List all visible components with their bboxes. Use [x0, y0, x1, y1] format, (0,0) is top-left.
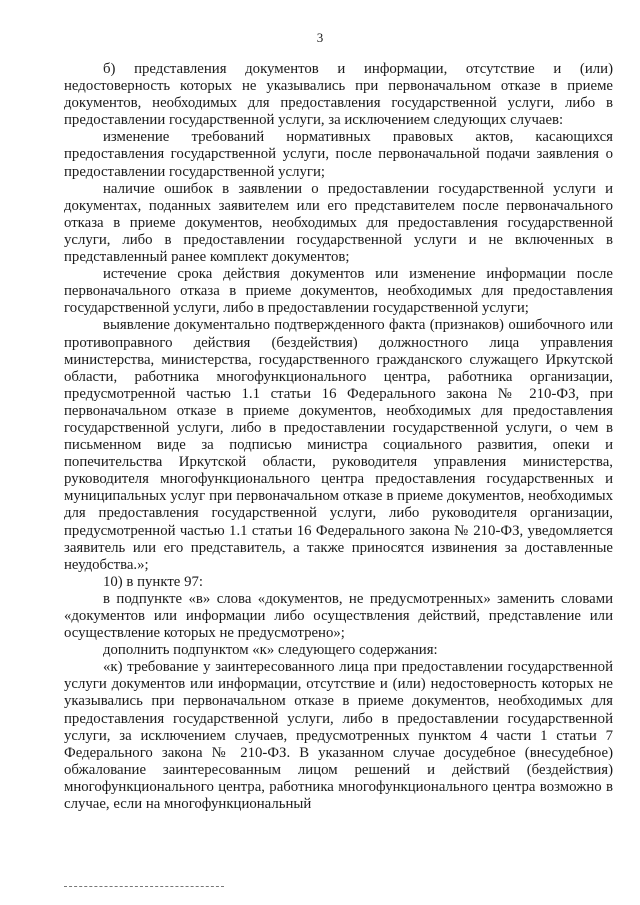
paragraph-add-subclause-k: дополнить подпунктом «к» следующего содержания:	[103, 642, 438, 659]
footer-divider	[64, 886, 224, 887]
paragraph-erroneous-action: выявление документально подтвержденного факта (признаков) ошибочного или противоправного действия (бездействия) должностного лица управления министерства, министерства, государственного гражданского служащего Иркутской области, работника многофункционального центра, работника организации, предусмотренной частью 1.1 статьи 16 Федерального закона № 210-ФЗ, при первоначальном отказе в приеме документов, необходимых для предоставления государственной услуги, либо в предоставлении государственной услуги, о чем в письменном виде за подписью министра социального развития, опеки и попечительства Иркутской области, руководителя управления министерства, руководителя многофункционального центра предоставления государственных и муниципальных услуг при первоначальном отказе в приеме документов, необходимых для предоставления государственной услуги, либо руководителя организации, предусмотренной частью 1.1 статьи 16 Федерального закона № 210-ФЗ, уведомляется заявитель или его представитель, а также приносятся извинения за доставленные неудобства.»;	[64, 317, 613, 573]
paragraph-document-expiry: истечение срока действия документов или изменение информации после первоначального отказа в приеме документов, необходимых для предоставления государственной услуги, либо в предоставлении государственной услуги;	[64, 266, 613, 317]
paragraph-requirements-change: изменение требований нормативных правовых актов, касающихся предоставления государственной услуги, после первоначальной подачи заявления о предоставлении государственной услуги;	[64, 129, 613, 180]
document-body	[64, 61, 613, 813]
paragraph-item-10: 10) в пункте 97:	[103, 573, 203, 590]
paragraph-clause-b: б) представления документов и информации, отсутствие и (или) недостоверность которых не указывались при первоначальном отказе в приеме документов, необходимых для предоставления государственной услуги, либо в предоставлении государственной услуги, за исключением следующих случаев:	[64, 61, 613, 129]
page-number: 3	[316, 30, 324, 45]
paragraph-errors-in-application: наличие ошибок в заявлении о предоставлении государственной услуги и документах, поданных заявителем или его представителем после первоначального отказа в приеме документов, необходимых для предоставления государственной услуги, либо в предоставлении государственной услуги и не включенных в представленный ранее комплект документов;	[64, 180, 613, 266]
paragraph-subclause-v: в подпункте «в» слова «документов, не предусмотренных» заменить словами «документов или информации либо осуществления действий, представление или осуществление которых не предусмотрено»;	[64, 590, 613, 642]
paragraph-subclause-k-text: «к) требование у заинтересованного лица при предоставлении государственной услуги документов или информации, отсутствие и (или) недостоверность которых не указывались при первоначальном отказе в приеме документов, необходимых для предоставления государственной услуги, либо в предоставлении государственной услуги, за исключением случаев, предусмотренных пунктом 4 части 1 статьи 7 Федерального закона № 210-ФЗ. В указанном случае досудебное (внесудебное) обжалование заинтересованным лицом решений и действий (бездействия) многофункционального центра, работника многофункционального центра возможно в случае, если на многофункциональный	[64, 659, 613, 813]
